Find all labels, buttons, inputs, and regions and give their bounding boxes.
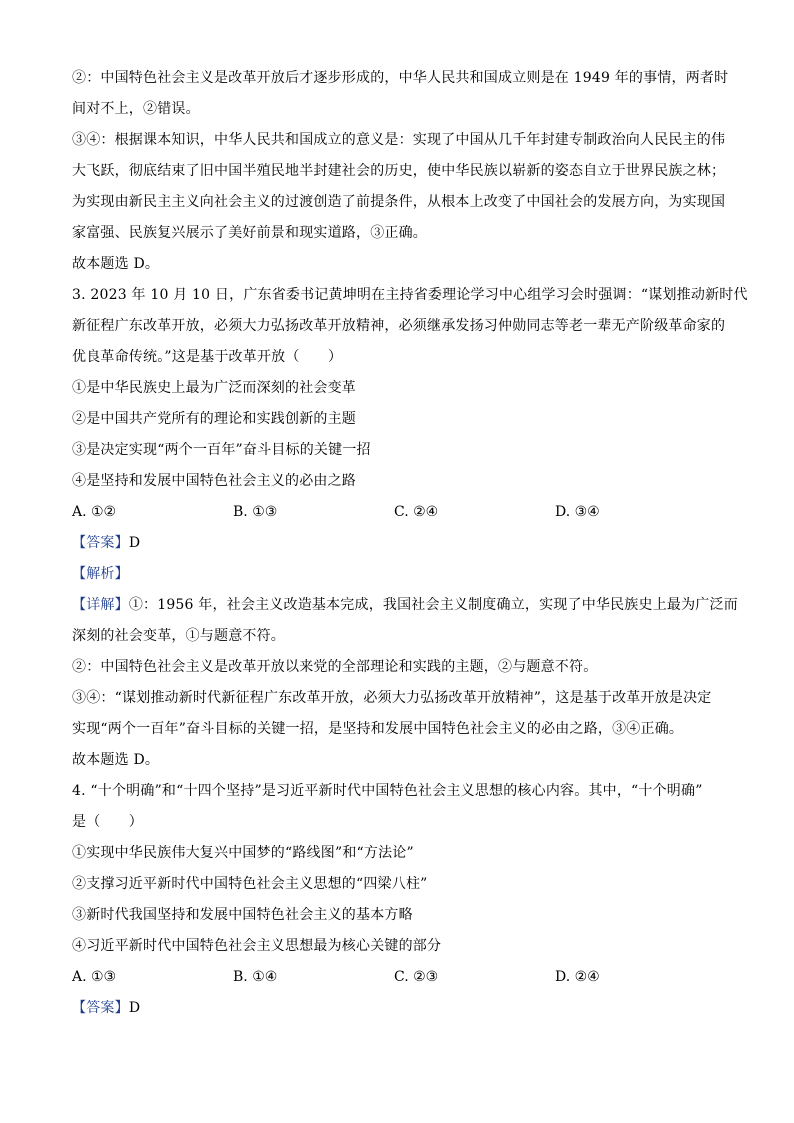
detail-line: 实现“两个一百年”奋斗目标的关键一招，是坚持和发展中国特色社会主义的必由之路，③④正确。 (72, 721, 684, 737)
option-b: B. ①③ (233, 504, 278, 520)
paragraph-line: 间对不上，②错误。 (72, 101, 200, 117)
question-stem-line: 4. “十个明确”和“十四个坚持”是习近平新时代中国特色社会主义思想的核心内容。其中，“十个明确” (72, 783, 703, 799)
answer-options (72, 497, 732, 528)
option-a: A. ①③ (72, 969, 117, 985)
answer-tag: 【答案】 (72, 1000, 129, 1016)
prev-explanation (72, 63, 732, 280)
paragraph-line: ③④：根据课本知识，中华人民共和国成立的意义是：实现了中国从几千年封建专制政治向人民民主的伟 (72, 132, 726, 148)
document-page (72, 63, 748, 1024)
question-stem-line: 3. 2023 年 10 月 10 日，广东省委书记黄坤明在主持省委理论学习中心组学习会时强调：“谋划推动新时代 (72, 287, 748, 303)
question-stem-line: 新征程广东改革开放，必须大力弘扬改革开放精神，必须继承发扬习仲勋同志等老一辈无产阶级革命家的 (72, 318, 726, 334)
option-a: A. ①② (72, 504, 117, 520)
answer-tag: 【答案】 (72, 535, 129, 551)
answer-options (72, 962, 732, 993)
paragraph-line: 家富强、民族复兴展示了美好前景和现实道路，③正确。 (72, 225, 427, 241)
answer-line (72, 528, 732, 559)
option-d: D. ③④ (555, 504, 600, 520)
detail-tag: 【详解】 (72, 597, 129, 613)
option-c: C. ②④ (394, 504, 439, 520)
question-item: ②是中国共产党所有的理论和实践创新的主题 (72, 411, 356, 427)
option-c: C. ②③ (394, 969, 439, 985)
paragraph-line: 为实现由新民主主义向社会主义的过渡创造了前提条件，从根本上改变了中国社会的发展方向，为实现国 (72, 194, 726, 210)
analysis-tag: 【解析】 (72, 566, 129, 582)
option-b: B. ①④ (233, 969, 278, 985)
question-stem-line: 是（ ） (72, 814, 143, 830)
question-item: ①是中华民族史上最为广泛而深刻的社会变革 (72, 380, 356, 396)
question-item: ④习近平新时代中国特色社会主义思想最为核心关键的部分 (72, 938, 442, 954)
paragraph-line: 大飞跃，彻底结束了旧中国半殖民地半封建社会的历史，使中华民族以崭新的姿态自立于世界民族之林； (72, 163, 726, 179)
question-item: ④是坚持和发展中国特色社会主义的必由之路 (72, 473, 356, 489)
detail-line: ②：中国特色社会主义是改革开放以来党的全部理论和实践的主题，②与题意不符。 (72, 659, 598, 675)
answer-value: D (128, 1000, 141, 1016)
detail-text: ①：1956 年，社会主义改造基本完成，我国社会主义制度确立，实现了中华民族史上最为广泛而 (128, 597, 738, 613)
question-item: ②支撑习近平新时代中国特色社会主义思想的“四梁八柱” (72, 876, 428, 892)
detail-line: 深刻的社会变革，①与题意不符。 (72, 628, 285, 644)
question-item: ③新时代我国坚持和发展中国特色社会主义的基本方略 (72, 907, 413, 923)
question-3 (72, 280, 748, 776)
answer-value: D (128, 535, 141, 551)
question-4 (72, 776, 732, 1024)
question-item: ①实现中华民族伟大复兴中国梦的“路线图”和“方法论” (72, 845, 414, 861)
question-item: ③是决定实现“两个一百年”奋斗目标的关键一招 (72, 442, 371, 458)
paragraph-line: 故本题选 D。 (72, 256, 160, 272)
paragraph-line: ②：中国特色社会主义是改革开放后才逐步形成的，中华人民共和国成立则是在 1949 年的事情，两者时 (72, 70, 729, 86)
answer-line (72, 993, 732, 1024)
analysis-line (72, 559, 732, 590)
question-stem-line: 优良革命传统。”这是基于改革开放（ ） (72, 349, 343, 365)
detail-line: ③④：“谋划推动新时代新征程广东改革开放，必须大力弘扬改革开放精神”，这是基于改革开放是决定 (72, 690, 712, 706)
detail-line: 故本题选 D。 (72, 752, 160, 768)
detail-line (72, 590, 738, 621)
option-d: D. ②④ (555, 969, 600, 985)
